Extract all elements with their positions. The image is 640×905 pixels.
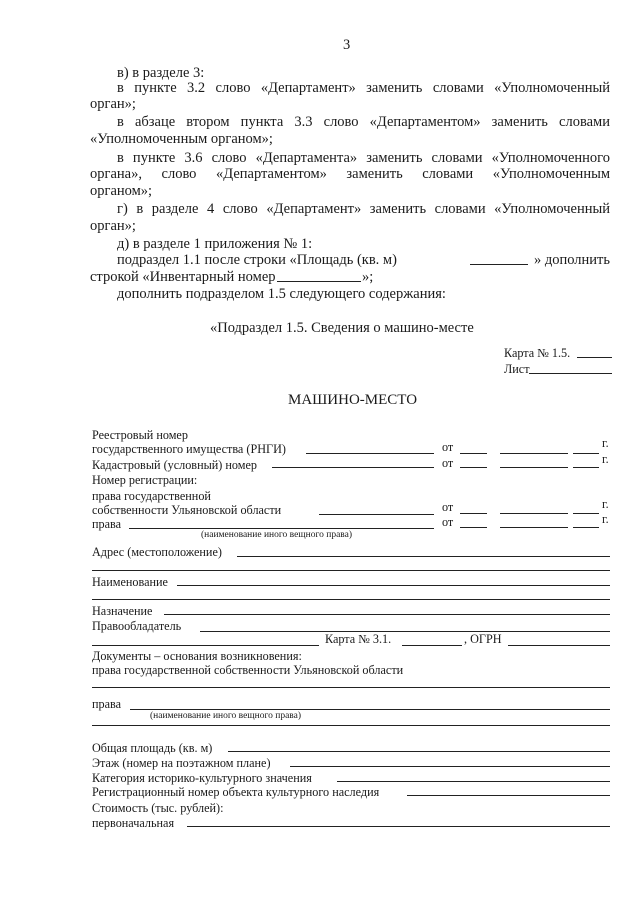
address-field[interactable] [237,556,610,557]
text-line: органа», слово «Департаментом» заменить словами «Уполномоченным [90,166,610,182]
year-suffix: г. [602,497,609,511]
text-line: в пункте 3.2 слово «Департамент» заменить словами «Уполномоченный [117,80,610,96]
date-day-field[interactable] [460,527,487,528]
date-prefix: от [442,456,454,470]
text-line: подраздел 1.1 после строки «Площадь (кв. м) [117,252,397,268]
docs-other-right-field[interactable] [130,709,610,710]
date-month-field[interactable] [500,527,568,528]
field-label: Стоимость (тыс. рублей): [92,801,224,815]
field-label: Кадастровый (условный) номер [92,458,258,472]
field-hint: (наименование иного вещного права) [150,711,302,721]
date-year-field[interactable] [573,467,599,468]
date-month-field[interactable] [500,513,568,514]
text-line: орган»; [90,218,136,234]
field-label: Реестровый номер [92,428,188,442]
field-label: Номер регистрации: [92,473,198,487]
field-label: собственности Ульяновской области [92,503,282,517]
date-day-field[interactable] [460,467,487,468]
date-prefix: от [442,500,454,514]
text-line: в) в разделе 3: [117,65,205,81]
ogrn-label: , ОГРН [464,632,502,646]
owner-field-line2[interactable] [92,645,319,646]
card-number-label: Карта № 1.5. [504,346,571,360]
year-suffix: г. [602,436,609,450]
date-year-field[interactable] [573,513,599,514]
sheet-line [529,373,612,374]
field-label: Категория историко-культурного значения [92,771,312,785]
heritage-category-field[interactable] [337,781,610,782]
subsection-heading: «Подраздел 1.5. Сведения о машино-месте [210,320,474,336]
date-month-field[interactable] [500,467,568,468]
field-label: Назначение [92,604,153,618]
owner-field[interactable] [200,631,610,632]
purpose-field[interactable] [164,614,610,615]
date-month-field[interactable] [500,453,568,454]
field-label: государственного имущества (РНГИ) [92,442,286,456]
date-year-field[interactable] [573,527,599,528]
field-label: права государственной [92,489,211,503]
cadastral-field[interactable] [272,467,434,468]
page-number: 3 [343,37,351,53]
form-title: МАШИНО-МЕСТО [288,392,418,408]
address-field-line2[interactable] [92,570,610,571]
date-day-field[interactable] [460,453,487,454]
field-label: первоначальная [92,816,175,830]
text-line: »; [362,269,374,285]
field-label: Документы – основания возникновения: [92,649,302,663]
date-year-field[interactable] [573,453,599,454]
text-line: «Уполномоченным органом»; [90,131,273,147]
field-label: Регистрационный номер объекта культурного наследия [92,785,380,799]
text-line: д) в разделе 1 приложения № 1: [117,236,313,252]
gov-right-reg-field[interactable] [319,514,434,515]
text-line: в абзаце втором пункта 3.3 слово «Департаментом» заменить словами [117,114,610,130]
rngi-field[interactable] [306,453,434,454]
floor-field[interactable] [290,766,610,767]
year-suffix: г. [602,452,609,466]
text-line: строкой «Инвентарный номер [90,269,276,285]
field-label: Общая площадь (кв. м) [92,741,213,755]
field-label: права государственной собственности Ульяновской области [92,663,404,677]
text-line: в пункте 3.6 слово «Департамента» заменить словами «Уполномоченного [117,150,610,166]
field-label: Правообладатель [92,619,182,633]
card-ref-label: Карта № 3.1. [325,632,392,646]
name-field[interactable] [177,585,610,586]
heritage-reg-field[interactable] [407,795,610,796]
other-right-reg-field[interactable] [129,528,434,529]
text-line: г) в разделе 4 слово «Департамент» заменить словами «Уполномоченный [117,201,610,217]
date-prefix: от [442,440,454,454]
blank-line [277,281,361,282]
text-line: дополнить подразделом 1.5 следующего содержания: [117,286,446,302]
field-label: Адрес (местоположение) [92,545,222,559]
ogrn-field[interactable] [508,645,610,646]
field-label: права [92,517,122,531]
year-suffix: г. [602,512,609,526]
card-number-line [577,357,612,358]
name-field-line2[interactable] [92,599,610,600]
docs-other-right-field-line2[interactable] [92,725,610,726]
initial-cost-field[interactable] [187,826,610,827]
field-label: Наименование [92,575,168,589]
field-label: права [92,697,122,711]
blank-line [470,264,528,265]
sheet-label: Лист [504,362,530,376]
card-ref-field[interactable] [402,645,462,646]
area-field[interactable] [228,751,610,752]
text-line: » дополнить [533,252,610,268]
text-line: орган»; [90,96,136,112]
date-day-field[interactable] [460,513,487,514]
field-label: Этаж (номер на поэтажном плане) [92,756,271,770]
text-line: органом»; [90,183,153,199]
docs-gov-field[interactable] [92,687,610,688]
date-prefix: от [442,515,454,529]
field-hint: (наименование иного вещного права) [201,530,353,540]
